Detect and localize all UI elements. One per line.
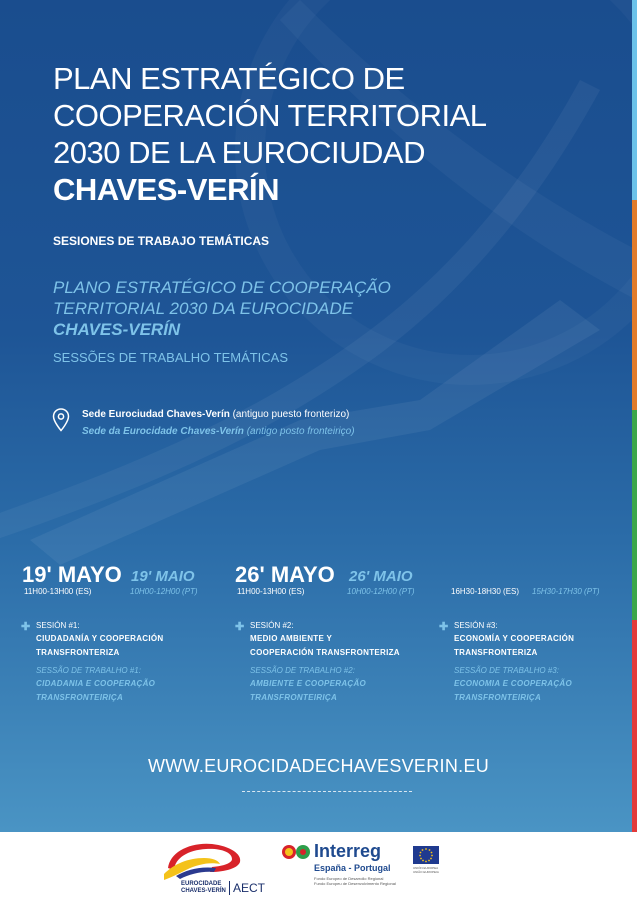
session-title-pt-line: TRANSFRONTEIRIÇA <box>36 693 124 702</box>
venue-pt-name: Sede da Eurocidade Chaves-Verín <box>82 426 244 437</box>
session-number-pt: SESSÃO DE TRABALHO #3: <box>454 666 559 675</box>
eurocidade-logo <box>160 838 250 883</box>
subtitle-es: SESIONES DE TRABAJO TEMÁTICAS <box>53 234 270 248</box>
session-1 <box>21 621 236 705</box>
plus-icon: ✚ <box>235 621 245 633</box>
session-title-es-line: COOPERACIÓN TRANSFRONTERIZA <box>250 648 400 657</box>
title-pt-line: TERRITORIAL 2030 DA EUROCIDADE <box>53 299 354 318</box>
session-number-pt: SESSÃO DE TRABALHO #1: <box>36 666 141 675</box>
session-title-es-line: MEDIO AMBIENTE Y <box>250 634 333 643</box>
title-pt-line-bold: CHAVES-VERÍN <box>53 320 181 339</box>
session-number-es: SESIÓN #3: <box>454 621 498 630</box>
session-number-pt: SESSÃO DE TRABALHO #2: <box>250 666 355 675</box>
interreg-flags-icon <box>281 844 311 860</box>
session-2 <box>235 621 450 705</box>
time-es: 11H00-13H00 (ES) <box>237 587 305 596</box>
date-pt: 19' MAIO <box>131 568 195 585</box>
session-title-es <box>250 632 450 660</box>
aect-name-line: CHAVES-VERÍN <box>181 888 226 894</box>
session-3 <box>439 621 637 705</box>
session-title-pt <box>36 677 236 705</box>
session-title-pt-line: CIDADANIA E COOPERAÇÃO <box>36 679 156 688</box>
session-title-pt <box>454 677 637 705</box>
aect-name-line: EUROCIDADE <box>181 881 222 887</box>
eu-label: UNIÓN EUROPEA <box>413 866 439 870</box>
date-pt: 26' MAIO <box>349 568 413 585</box>
time-es: 11H00-13H00 (ES) <box>24 587 92 596</box>
title-line: COOPERACIÓN TERRITORIAL <box>53 98 487 133</box>
venue-es-note: (antiguo puesto fronterizo) <box>229 409 350 420</box>
interreg-subtitle: España - Portugal <box>314 863 391 873</box>
main-title <box>53 60 533 208</box>
title-pt <box>53 277 473 340</box>
plus-icon: ✚ <box>21 621 31 633</box>
session-title-es <box>36 632 236 660</box>
session-title-es-line: TRANSFRONTERIZA <box>454 648 538 657</box>
eu-label: UNIÃO EUROPEIA <box>413 870 439 874</box>
title-line-bold: CHAVES-VERÍN <box>53 172 279 207</box>
plus-icon: ✚ <box>439 621 449 633</box>
date-es: 26' MAYO <box>235 562 335 587</box>
title-line: 2030 DE LA EUROCIUDAD <box>53 135 425 170</box>
session-title-es <box>454 632 637 660</box>
session-title-es-line: ECONOMÍA Y COOPERACIÓN <box>454 634 575 643</box>
venue-es-name: Sede Eurociudad Chaves-Verín <box>82 409 230 420</box>
title-line: PLAN ESTRATÉGICO DE <box>53 61 405 96</box>
session-title-es-line: CIUDADANÍA Y COOPERACIÓN <box>36 634 164 643</box>
venue-pt-note: (antigo posto fronteiriço) <box>243 426 355 437</box>
website-link[interactable]: WWW.EUROCIDADECHAVESVERIN.EU <box>147 756 490 776</box>
time-es: 16H30-18H30 (ES) <box>451 587 520 596</box>
eu-flag-icon <box>413 846 439 864</box>
venue-pt <box>82 426 355 437</box>
session-number-es: SESIÓN #2: <box>250 621 294 630</box>
edge-stripe-blue <box>632 0 637 200</box>
session-number-es: SESIÓN #1: <box>36 621 80 630</box>
session-title-pt <box>250 677 450 705</box>
interreg-logo: Interreg <box>314 841 382 861</box>
aect-label: AECT <box>229 881 265 895</box>
session-title-es-line: TRANSFRONTERIZA <box>36 648 120 657</box>
session-title-pt-line: ECONOMIA E COOPERAÇÃO <box>454 679 573 688</box>
divider <box>242 791 412 793</box>
location-pin-icon <box>52 408 70 432</box>
session-title-pt-line: TRANSFRONTEIRIÇA <box>454 693 542 702</box>
time-pt: 10H00-12H00 (PT) <box>130 587 198 596</box>
edge-stripe-orange <box>632 200 637 410</box>
subtitle-pt: SESSÕES DE TRABALHO TEMÁTICAS <box>53 350 289 365</box>
interreg-fund-es: Fondo Europeo de Desarrollo Regional <box>314 876 384 881</box>
session-title-pt-line: AMBIENTE E COOPERAÇÃO <box>250 679 367 688</box>
venue-es <box>82 409 349 420</box>
title-pt-line: PLANO ESTRATÉGICO DE COOPERAÇÃO <box>53 278 391 297</box>
time-pt: 10H00-12H00 (PT) <box>347 587 415 596</box>
date-es: 19' MAYO <box>22 562 122 587</box>
edge-stripe-green <box>632 410 637 620</box>
interreg-fund-pt: Fundo Europeu de Desenvolvimento Regional <box>314 881 396 886</box>
footer-logos <box>0 832 637 903</box>
time-pt: 15H30-17H30 (PT) <box>532 587 600 596</box>
session-title-pt-line: TRANSFRONTEIRIÇA <box>250 693 338 702</box>
